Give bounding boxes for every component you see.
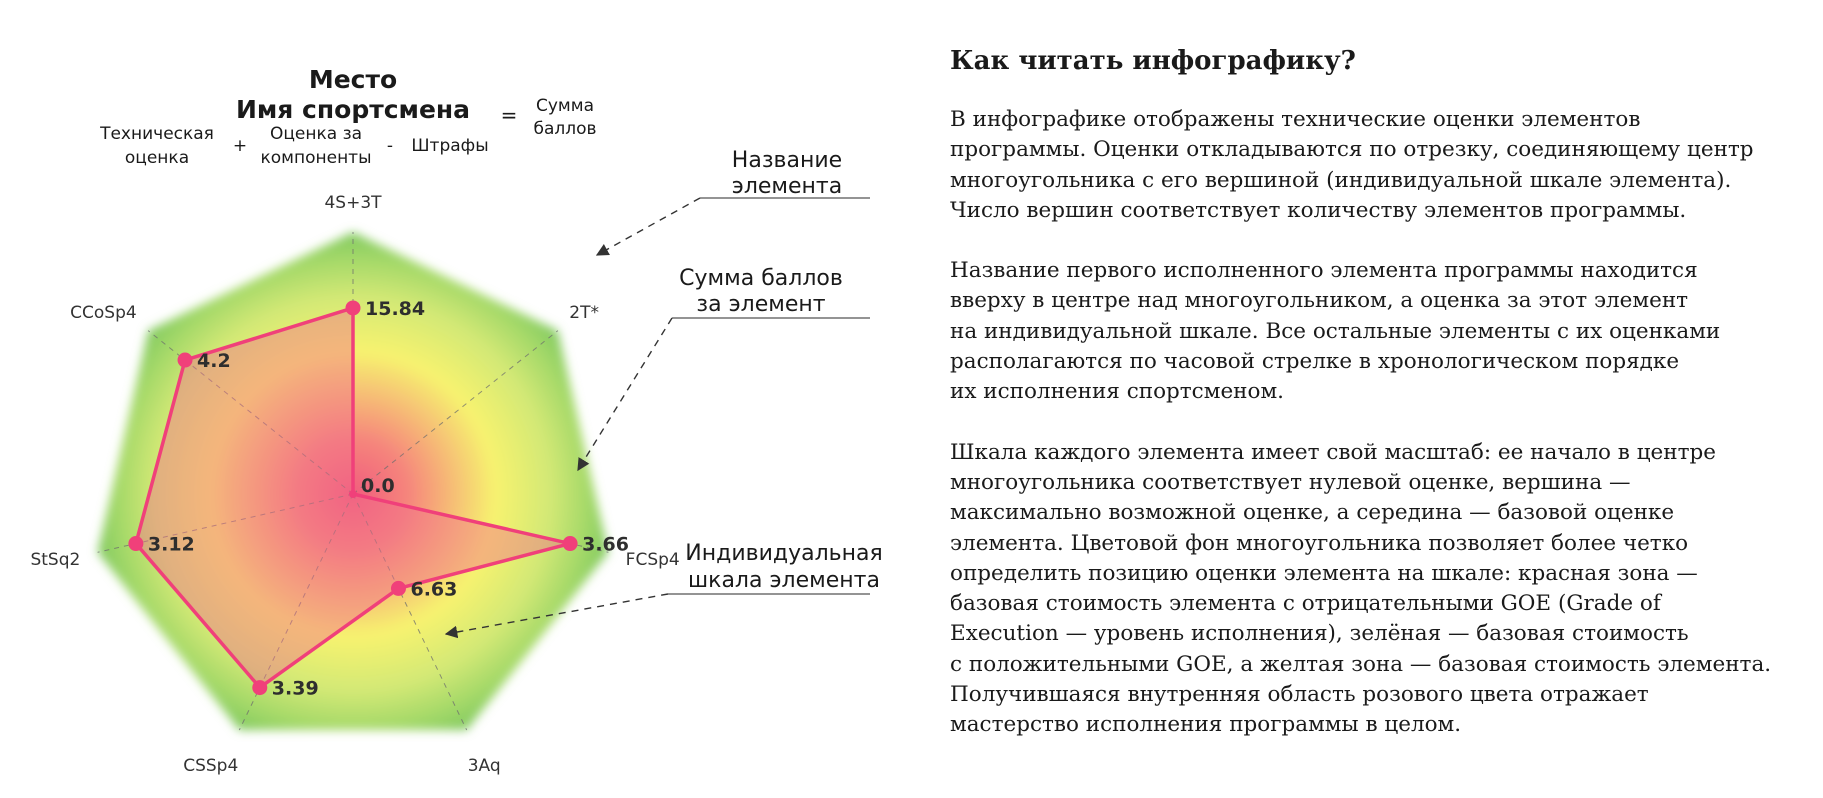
score-marker-4S+3T <box>346 300 361 315</box>
penalties-label: Штрафы <box>411 136 489 156</box>
components-score-label-line1: Оценка за <box>269 124 363 144</box>
value-label-4S+3T: 15.84 <box>365 297 426 320</box>
element-label-FCSp4: FCSp4 <box>625 549 680 570</box>
guide-paragraph-3 <box>950 438 1810 741</box>
reading-guide <box>950 44 1810 771</box>
guide-line: многоугольника с его вершиной (индивидуальной шкале элемента). <box>950 167 1732 193</box>
element-name-annotation-line2: элемента <box>731 174 843 199</box>
total-score-label-line1: Сумма <box>536 96 594 116</box>
guide-line: максимально возможной оценке, а середина — базовой оценке <box>950 500 1675 526</box>
guide-line: многоугольника соответствует нулевой оценке, вершина — <box>950 469 1631 495</box>
total-score-label-line2: баллов <box>533 119 597 139</box>
guide-line: с положительными GOE, а желтая зона — базовая стоимость элемента. <box>950 651 1772 677</box>
guide-line: определить позицию оценки элемента на шкале: красная зона — <box>950 560 1698 586</box>
element-label-2T*: 2T* <box>569 302 599 323</box>
technical-score-label-line1: Техническая <box>100 124 214 144</box>
guide-paragraph-2 <box>950 256 1810 407</box>
element-sum-annotation-line1: Сумма баллов <box>679 266 843 291</box>
minus-sign: - <box>386 136 394 156</box>
value-label-FCSp4: 3.66 <box>582 533 630 556</box>
individual-scale-annotation-line2: шкала элемента <box>688 568 880 593</box>
score-marker-CSSp4 <box>252 680 267 695</box>
guide-title: Как читать инфографику? <box>950 46 1356 76</box>
score-marker-3Aq <box>391 581 406 596</box>
guide-line: Название первого исполненного элемента программы находится <box>950 258 1698 284</box>
guide-line: на индивидуальной шкале. Все остальные элементы с их оценками <box>950 318 1721 344</box>
element-label-3Aq: 3Aq <box>467 756 501 777</box>
guide-line: элемента. Цветовой фон многоугольника позволяет более четко <box>950 530 1689 556</box>
plus-sign: + <box>232 136 248 156</box>
center-value-label: 0.0 <box>361 475 395 497</box>
score-marker-CCoSp4 <box>178 353 193 368</box>
element-label-CSSp4: CSSp4 <box>183 756 239 777</box>
element-sum-annotation-line2: за элемент <box>696 292 826 317</box>
score-marker-FCSp4 <box>563 536 578 551</box>
guide-line: Получившаяся внутренняя область розового цвета отражает <box>950 682 1649 708</box>
guide-line: мастерство исполнения программы в целом. <box>950 712 1462 738</box>
element-sum-arrow <box>578 318 672 470</box>
guide-line: базовая стоимость элемента с отрицательными GOE (Grade of <box>950 591 1661 617</box>
element-name-annotation-line1: Название <box>731 148 843 173</box>
element-label-4S+3T: 4S+3T <box>324 193 382 213</box>
individual-scale-annotation-line1: Индивидуальная <box>685 541 883 566</box>
athlete-name-label: Имя спортсмена <box>235 95 471 124</box>
element-name-arrow <box>597 198 700 255</box>
guide-line: В инфографике отображены технические оценки элементов <box>950 107 1641 132</box>
place-label: Место <box>308 65 398 94</box>
components-score-label-line2: компоненты <box>260 148 372 168</box>
guide-line: вверху в центре над многоугольником, а оценка за этот элемент <box>950 288 1689 314</box>
score-marker-2T* <box>349 490 357 498</box>
guide-line: располагаются по часовой стрелке в хронологическом порядке <box>950 349 1680 375</box>
value-label-CCoSp4: 4.2 <box>197 350 231 373</box>
technical-score-label-line2: оценка <box>124 148 190 168</box>
guide-line: их исполнения спортсменом. <box>950 379 1284 405</box>
guide-line: Execution — уровень исполнения), зелёная — базовая стоимость <box>950 621 1689 647</box>
element-label-StSq2: StSq2 <box>30 549 81 570</box>
equals-sign: = <box>500 103 518 127</box>
value-label-CSSp4: 3.39 <box>271 677 319 700</box>
score-marker-StSq2 <box>128 536 143 551</box>
value-label-3Aq: 6.63 <box>410 578 458 601</box>
guide-line: программы. Оценки откладываются по отрезку, соединяющему центр <box>950 137 1754 163</box>
guide-line: Число вершин соответствует количеству элементов программы. <box>950 197 1687 223</box>
element-label-CCoSp4: CCoSp4 <box>70 302 137 323</box>
value-label-StSq2: 3.12 <box>147 533 195 556</box>
guide-paragraph-1 <box>950 105 1810 226</box>
guide-line: Шкала каждого элемента имеет свой масштаб: ее начало в центре <box>950 439 1716 465</box>
